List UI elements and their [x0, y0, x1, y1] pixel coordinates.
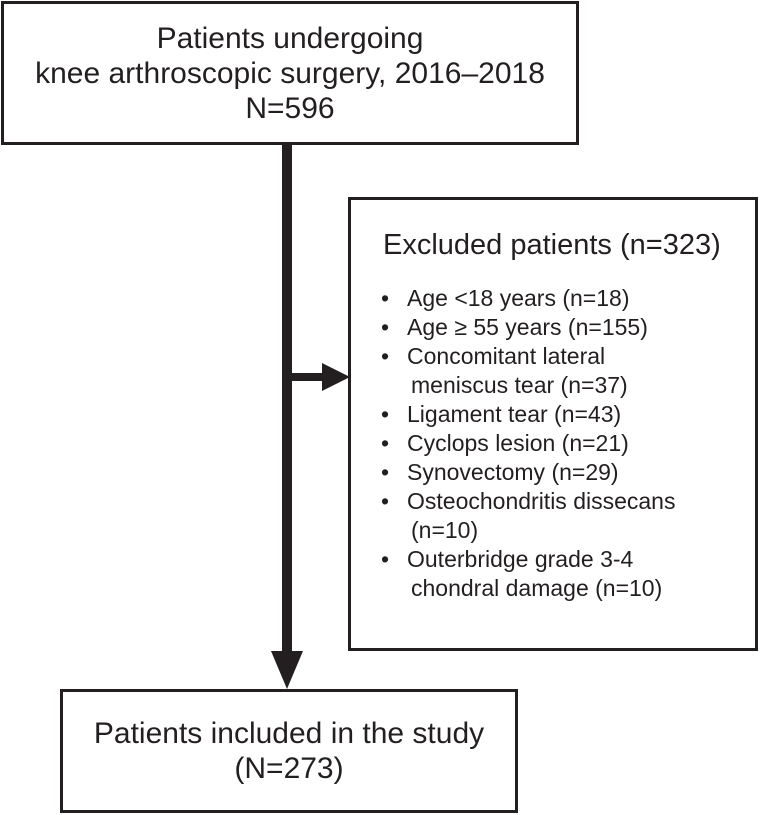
main-flow-line — [282, 144, 292, 654]
exclusion-reason-text: • Ligament tear (n=43) — [407, 401, 622, 427]
main-flow-arrowhead — [271, 651, 303, 689]
exclusion-reason — [379, 429, 755, 458]
exclusion-reason — [379, 400, 755, 429]
excluded-title: Excluded patients (n=323) — [383, 229, 721, 261]
included-line-1: Patients included in the study — [93, 717, 485, 750]
exclusion-reasons-list — [379, 284, 755, 603]
exclusion-reason-text: • Age ≥ 55 years (n=155) — [407, 314, 648, 340]
exclusion-reason — [379, 342, 755, 400]
exclusion-reason — [379, 458, 755, 487]
exclusion-reason — [379, 545, 755, 603]
enrolled-line-1: Patients undergoing — [156, 21, 424, 55]
exclusion-reason-text: • Osteochondritis dissecans — [407, 488, 676, 514]
exclusion-reason — [379, 313, 755, 342]
excluded-patients-box — [348, 197, 758, 651]
enrolled-patients-box — [1, 1, 579, 145]
exclusion-reason-text: • Age <18 years (n=18) — [407, 285, 630, 311]
exclusion-reason-text-cont: chondral damage (n=10) — [411, 575, 663, 601]
exclusion-reason — [379, 487, 755, 545]
exclusion-reason-text: • Cyclops lesion (n=21) — [407, 430, 629, 456]
exclusion-reason-text-cont: (n=10) — [411, 517, 479, 543]
exclusion-reason-text: • Synovectomy (n=29) — [407, 459, 619, 485]
exclusion-branch-arrowhead — [322, 363, 350, 391]
enrolled-count: N=596 — [245, 91, 335, 125]
exclusion-branch-line — [287, 373, 324, 381]
enrolled-line-2: knee arthroscopic surgery, 2016–2018 — [35, 56, 545, 90]
included-patients-box — [60, 689, 518, 813]
included-count: (N=273) — [234, 752, 344, 785]
exclusion-reason-text: • Outerbridge grade 3-4 — [407, 546, 634, 572]
exclusion-reason-text-cont: meniscus tear (n=37) — [411, 372, 628, 398]
exclusion-reason-text: • Concomitant lateral — [407, 343, 606, 369]
exclusion-reason — [379, 284, 755, 313]
